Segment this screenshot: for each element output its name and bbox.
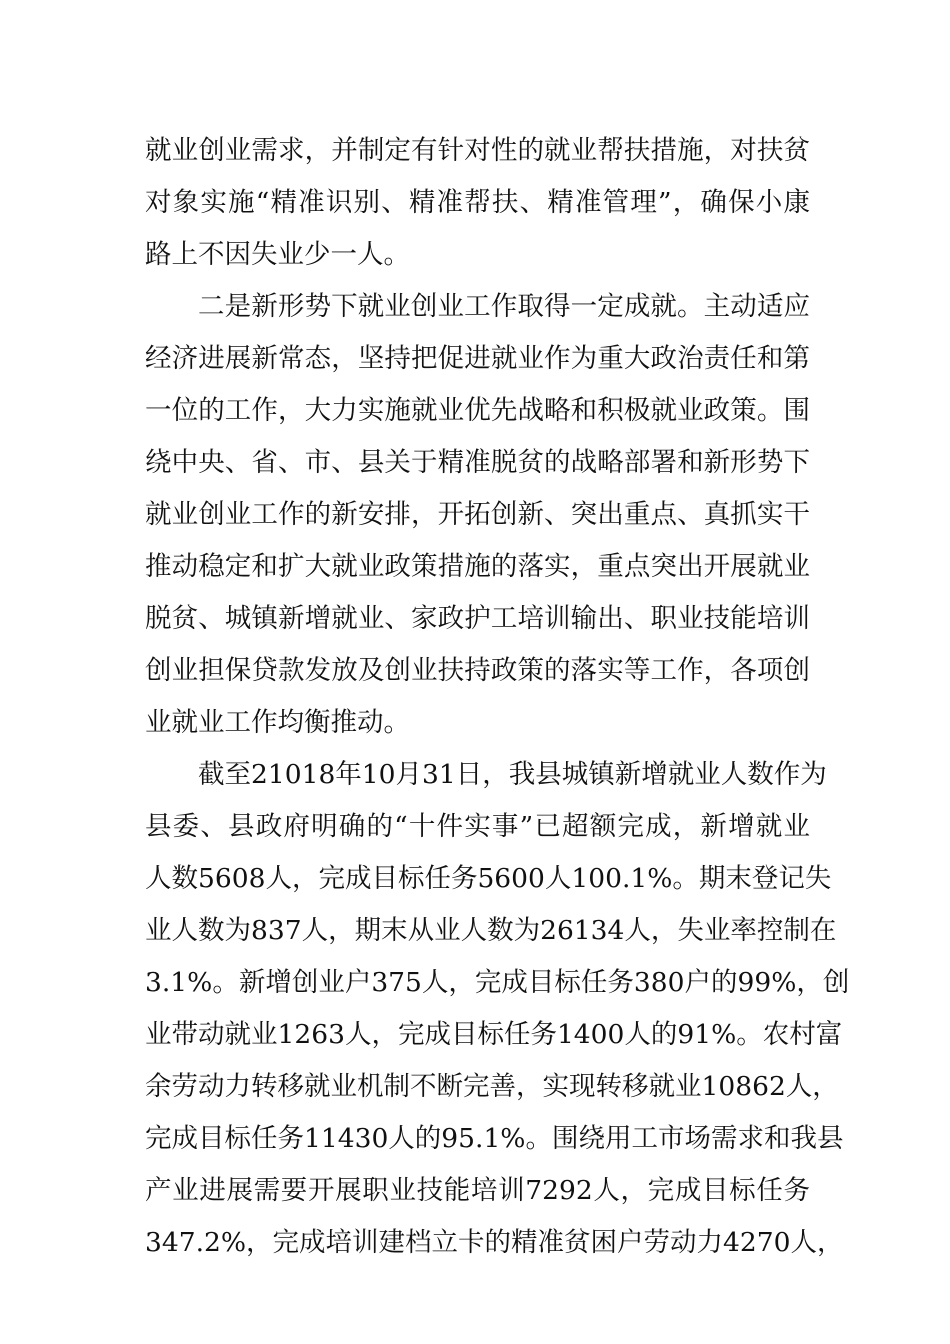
paragraph-line: 业带动就业1263人，完成目标任务1400人的91%。农村富	[145, 1019, 843, 1050]
paragraph-line: 创业担保贷款发放及创业扶持政策的落实等工作，各项创	[145, 655, 810, 686]
paragraph-line: 一位的工作，大力实施就业优先战略和积极就业政策。围	[145, 395, 810, 426]
paragraph-line: 经济进展新常态，坚持把促进就业作为重大政治责任和第	[145, 343, 810, 374]
paragraph-line: 截至21018年10月31日，我县城镇新增就业人数作为	[198, 759, 827, 790]
paragraph-line: 脱贫、城镇新增就业、家政护工培训输出、职业技能培训	[145, 603, 810, 634]
paragraph-line: 绕中央、省、市、县关于精准脱贫的战略部署和新形势下	[145, 447, 810, 478]
document-body	[145, 125, 850, 1269]
paragraph-line: 就业创业需求，并制定有针对性的就业帮扶措施，对扶贫	[145, 135, 810, 166]
paragraph-2	[145, 281, 810, 749]
paragraph-line: 3.1%。新增创业户375人，完成目标任务380户的99%，创	[145, 967, 850, 998]
paragraph-line: 就业创业工作的新安排，开拓创新、突出重点、真抓实干	[145, 499, 810, 530]
paragraph-line: 县委、县政府明确的“十件实事”已超额完成，新增就业	[145, 811, 810, 842]
paragraph-line: 二是新形势下就业创业工作取得一定成就。主动适应	[198, 291, 810, 322]
paragraph-3	[145, 749, 850, 1269]
paragraph-1	[145, 125, 810, 281]
paragraph-line: 完成目标任务11430人的95.1%。围绕用工市场需求和我县	[145, 1123, 844, 1154]
paragraph-line: 347.2%，完成培训建档立卡的精准贫困户劳动力4270人，	[145, 1227, 844, 1258]
paragraph-line: 余劳动力转移就业机制不断完善，实现转移就业10862人，	[145, 1071, 839, 1102]
paragraph-line: 对象实施“精准识别、精准帮扶、精准管理”，确保小康	[145, 187, 810, 218]
paragraph-line: 业就业工作均衡推动。	[145, 707, 410, 738]
paragraph-line: 业人数为837人，期末从业人数为26134人，失业率控制在	[145, 915, 837, 946]
paragraph-line: 人数5608人，完成目标任务5600人100.1%。期末登记失	[145, 863, 832, 894]
paragraph-line: 推动稳定和扩大就业政策措施的落实，重点突出开展就业	[145, 551, 810, 582]
paragraph-line: 路上不因失业少一人。	[145, 239, 410, 270]
paragraph-line: 产业进展需要开展职业技能培训7292人，完成目标任务	[145, 1175, 810, 1206]
